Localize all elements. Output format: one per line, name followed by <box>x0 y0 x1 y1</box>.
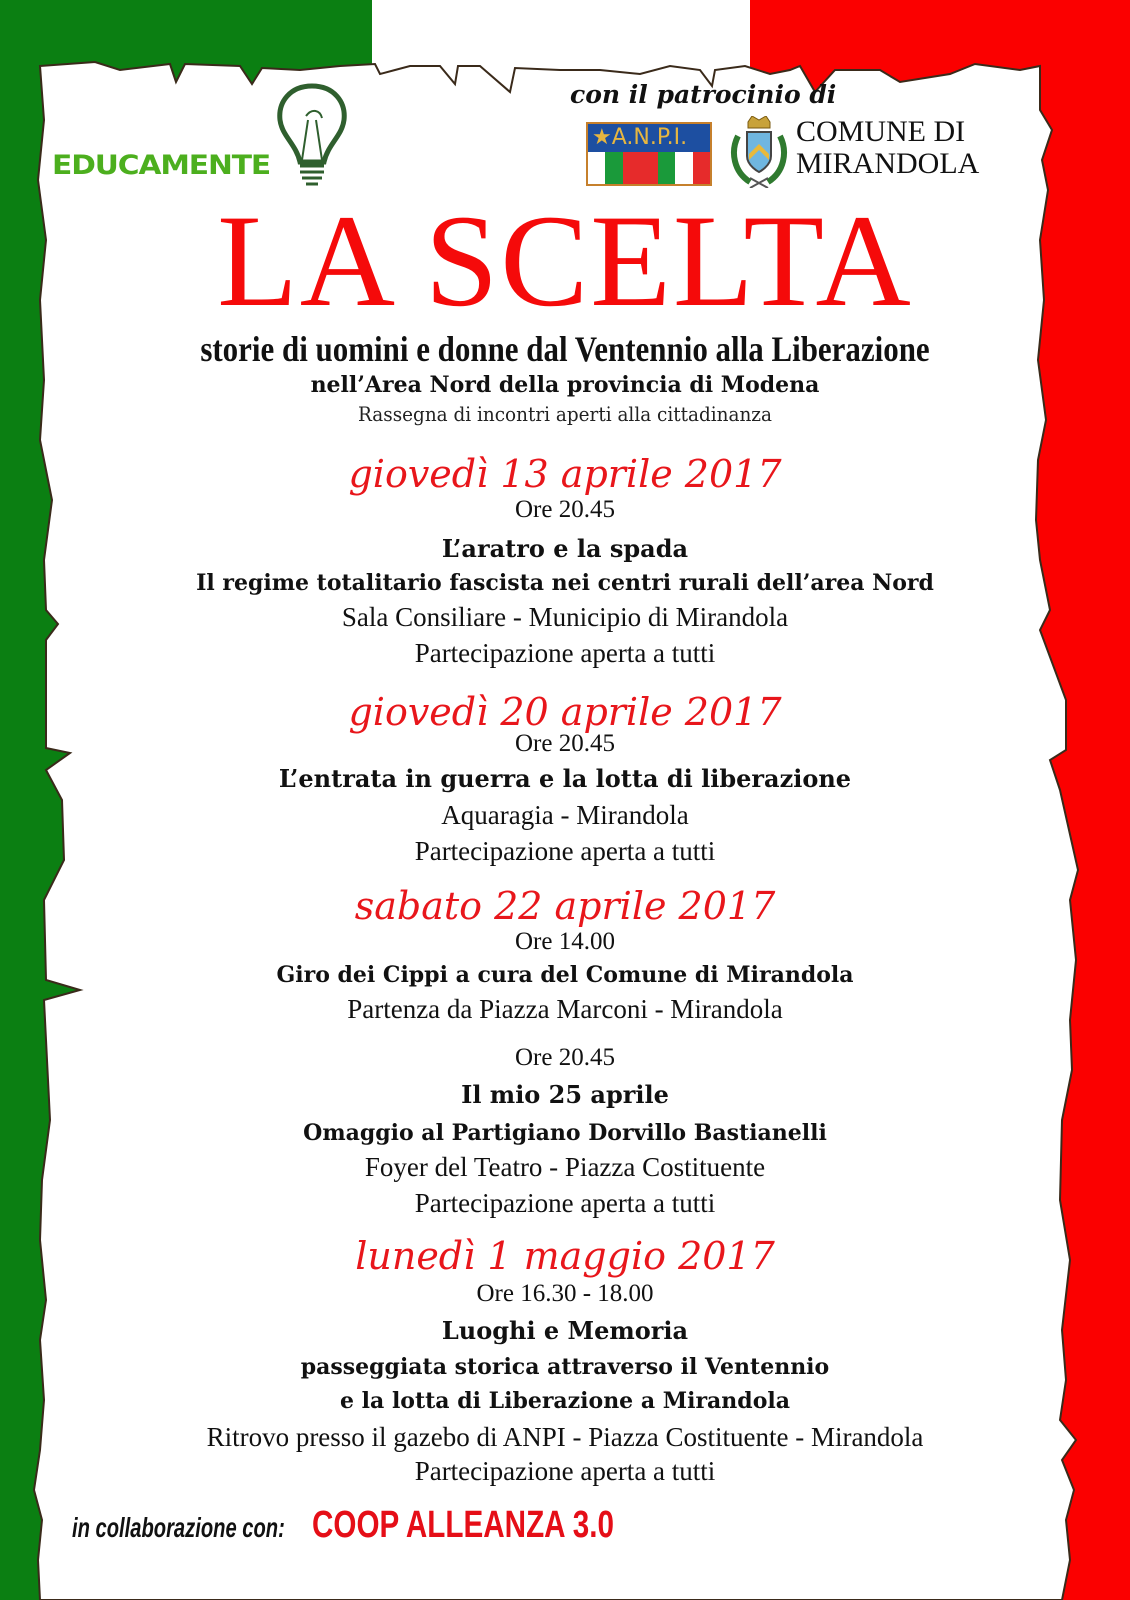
event-1-time: Ore 20.45 <box>515 496 615 523</box>
event-3-date: sabato 22 aprile 2017 <box>354 884 776 928</box>
event-2-title: L’entrata in guerra e la lotta di liberazione <box>278 764 852 793</box>
event-1-location: Sala Consiliare - Municipio di Mirandola <box>341 602 789 632</box>
event-3-location-2: Foyer del Teatro - Piazza Costituente <box>364 1152 766 1182</box>
educamente-wordmark: EDUCAMENTE <box>52 150 271 181</box>
collaboration-label: in collaborazione con: <box>72 1512 285 1543</box>
event-4-title: Luoghi e Memoria <box>441 1316 689 1345</box>
event-3-time-2: Ore 20.45 <box>515 1044 615 1071</box>
event-3-time: Ore 14.00 <box>515 928 615 955</box>
coat-of-arms-icon <box>728 116 790 188</box>
event-1-title: L’aratro e la spada <box>441 534 689 563</box>
event-1-note: Partecipazione aperta a tutti <box>414 638 716 668</box>
event-3-note: Partecipazione aperta a tutti <box>414 1188 716 1218</box>
subtitle: storie di uomini e donne dal Ventennio alla Liberazione <box>200 329 930 369</box>
event-2-date: giovedì 20 aprile 2017 <box>348 690 782 734</box>
event-2-time: Ore 20.45 <box>515 730 615 757</box>
event-4-time: Ore 16.30 - 18.00 <box>476 1280 654 1307</box>
anpi-logo-text: ★A.N.P.I. <box>588 124 710 152</box>
comune-di-mirandola-logo <box>796 116 979 180</box>
series-description: Rassegna di incontri aperti alla cittadinanza <box>358 402 772 426</box>
event-4-location: Ritrovo presso il gazebo di ANPI - Piazza Costituente - Mirandola <box>206 1422 924 1452</box>
event-4-date: lunedì 1 maggio 2017 <box>355 1234 775 1278</box>
anpi-flags <box>588 152 710 184</box>
event-3-subtitle-2: Omaggio al Partigiano Dorvillo Bastianelli <box>303 1120 827 1146</box>
event-3-title: Giro dei Cippi a cura del Comune di Mirandola <box>276 962 854 988</box>
event-2-location: Aquaragia - Mirandola <box>441 800 689 830</box>
event-1-date: giovedì 13 aprile 2017 <box>348 452 782 496</box>
comune-line-1: COMUNE DI <box>796 115 966 148</box>
event-4-note: Partecipazione aperta a tutti <box>414 1456 716 1486</box>
comune-line-2: MIRANDOLA <box>796 147 980 180</box>
event-3-location: Partenza da Piazza Marconi - Mirandola <box>347 994 783 1024</box>
event-3-title-2: Il mio 25 aprile <box>461 1080 669 1109</box>
event-2-note: Partecipazione aperta a tutti <box>414 836 716 866</box>
collaborator-name: COOP ALLEANZA 3.0 <box>312 1504 614 1546</box>
event-4-subtitle-line-1: passeggiata storica attraverso il Ventennio <box>300 1354 830 1380</box>
patronage-label: con il patrocinio di <box>570 80 837 109</box>
main-title: LA SCELTA <box>217 187 913 334</box>
event-1-subtitle: Il regime totalitario fascista nei centri rurali dell’area Nord <box>196 570 934 596</box>
lightbulb-icon <box>272 80 352 190</box>
educamente-logo <box>52 80 352 190</box>
collaboration-footer <box>72 1504 614 1546</box>
anpi-logo <box>586 122 712 186</box>
event-4-subtitle-line-2: e la lotta di Liberazione a Mirandola <box>340 1388 790 1414</box>
region-subtitle: nell’Area Nord della provincia di Modena <box>310 372 820 398</box>
